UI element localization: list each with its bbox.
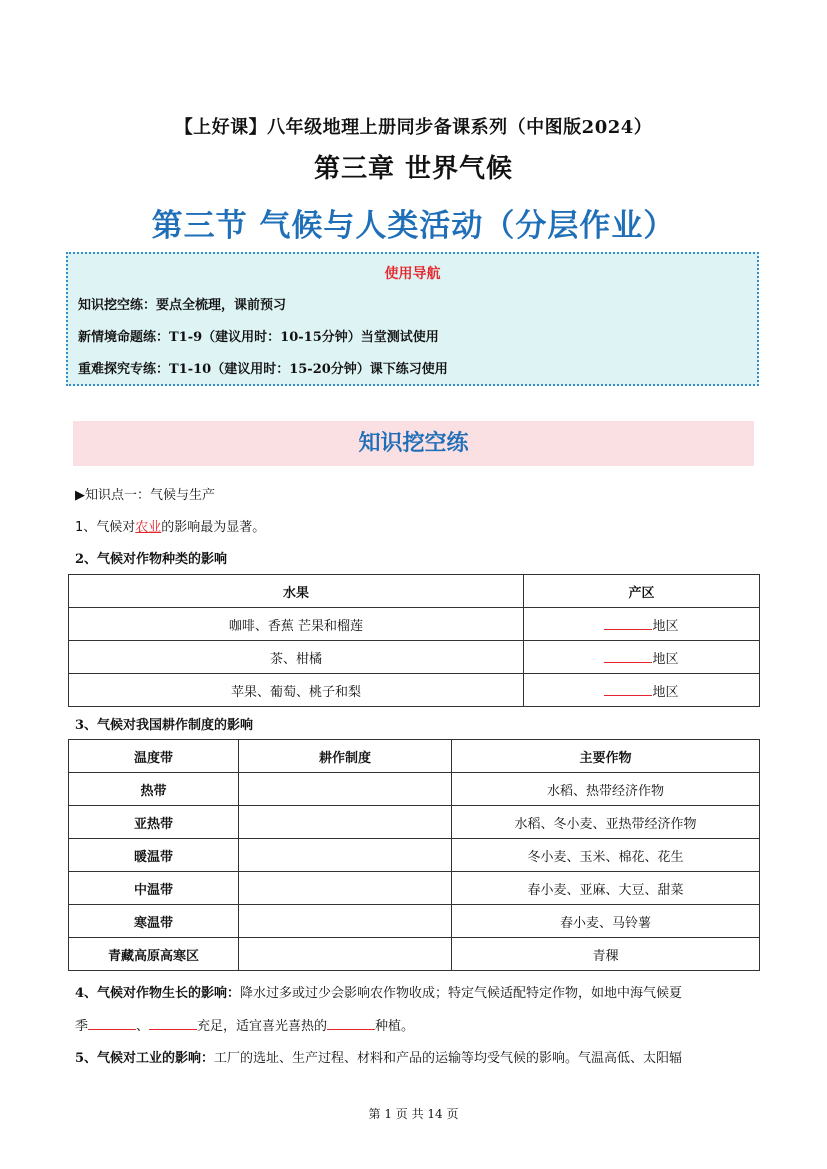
item-4-title: 4、气候对作物生长的影响： bbox=[75, 986, 241, 1001]
fruit-cell: 咖啡、香蕉 芒果和榴莲 bbox=[69, 608, 524, 641]
fill-blank[interactable] bbox=[604, 650, 652, 663]
system-cell[interactable] bbox=[239, 773, 452, 806]
item-1-post: 的影响最为显著。 bbox=[161, 520, 266, 535]
item-5 bbox=[75, 1047, 682, 1066]
system-cell[interactable] bbox=[239, 839, 452, 872]
fill-blank[interactable] bbox=[604, 617, 652, 630]
item-4-text-b: 、 bbox=[136, 1019, 150, 1034]
crops-cell: 冬小麦、玉米、棉花、花生 bbox=[452, 839, 760, 872]
item-5-title: 5、气候对工业的影响： bbox=[75, 1051, 215, 1066]
item-4-text: 降水过多或过少会影响农作物收成；特定气候适配特定作物，如地中海气候夏 bbox=[240, 986, 683, 1001]
region-cell bbox=[524, 608, 760, 641]
table-header-row bbox=[69, 740, 760, 773]
section-banner: 知识挖空练 bbox=[73, 421, 754, 466]
item-4-text-c: 充足，适宜喜光喜热的 bbox=[197, 1019, 328, 1034]
col-header-system: 耕作制度 bbox=[239, 740, 452, 773]
fill-blank[interactable] bbox=[604, 683, 652, 696]
item-4 bbox=[75, 982, 682, 1001]
crops-cell: 春小麦、马铃薯 bbox=[452, 905, 760, 938]
table-row bbox=[69, 674, 760, 707]
zone-cell: 青藏高原高寒区 bbox=[69, 938, 239, 971]
table-row bbox=[69, 839, 760, 872]
fill-blank[interactable] bbox=[327, 1017, 375, 1030]
page-footer: 第 1 页 共 14 页 bbox=[368, 1107, 459, 1121]
usage-guide-box bbox=[66, 252, 759, 386]
crop-type-table bbox=[68, 574, 760, 707]
guide-line-1: 知识挖空练：要点全梳理，课前预习 bbox=[78, 298, 287, 313]
crops-cell: 青稞 bbox=[452, 938, 760, 971]
table-row bbox=[69, 806, 760, 839]
guide-title: 使用导航 bbox=[384, 266, 441, 282]
system-cell[interactable] bbox=[239, 905, 452, 938]
section-title: 第三节 气候与人类活动（分层作业） bbox=[151, 208, 676, 244]
crops-cell: 春小麦、亚麻、大豆、甜菜 bbox=[452, 872, 760, 905]
table-row bbox=[69, 641, 760, 674]
zone-cell: 热带 bbox=[69, 773, 239, 806]
table-row bbox=[69, 608, 760, 641]
zone-cell: 暖温带 bbox=[69, 839, 239, 872]
region-suffix: 地区 bbox=[652, 684, 679, 700]
region-suffix: 地区 bbox=[652, 651, 679, 667]
system-cell[interactable] bbox=[239, 806, 452, 839]
item-4-text-d: 种植。 bbox=[375, 1019, 415, 1034]
fruit-cell: 茶、柑橘 bbox=[69, 641, 524, 674]
col-header-fruit: 水果 bbox=[69, 575, 524, 608]
table-row bbox=[69, 938, 760, 971]
fill-blank[interactable] bbox=[149, 1017, 197, 1030]
zone-cell: 中温带 bbox=[69, 872, 239, 905]
item-1 bbox=[75, 516, 265, 535]
knowledge-point-1: ▶知识点一：气候与生产 bbox=[75, 488, 215, 503]
guide-line-3: 重难探究专练：T1-10（建议用时：15-20分钟）课下练习使用 bbox=[78, 362, 448, 377]
table-row bbox=[69, 905, 760, 938]
item-3-title: 3、气候对我国耕作制度的影响 bbox=[75, 718, 254, 733]
col-header-region: 产区 bbox=[524, 575, 760, 608]
region-suffix: 地区 bbox=[652, 618, 679, 634]
fruit-cell: 苹果、葡萄、桃子和梨 bbox=[69, 674, 524, 707]
col-header-zone: 温度带 bbox=[69, 740, 239, 773]
zone-cell: 亚热带 bbox=[69, 806, 239, 839]
region-cell bbox=[524, 641, 760, 674]
crops-cell: 水稻、热带经济作物 bbox=[452, 773, 760, 806]
item-4-text-a: 季 bbox=[75, 1019, 89, 1034]
farming-system-table bbox=[68, 739, 760, 971]
series-title: 【上好课】八年级地理上册同步备课系列（中图版2024） bbox=[174, 117, 653, 138]
item-4-line-2 bbox=[75, 1015, 414, 1034]
zone-cell: 寒温带 bbox=[69, 905, 239, 938]
item-1-answer: 农业 bbox=[135, 520, 162, 535]
crops-cell: 水稻、冬小麦、亚热带经济作物 bbox=[452, 806, 760, 839]
region-cell bbox=[524, 674, 760, 707]
item-1-pre: 1、气候对 bbox=[75, 520, 136, 535]
table-row bbox=[69, 872, 760, 905]
item-2-title: 2、气候对作物种类的影响 bbox=[75, 552, 228, 567]
col-header-crops: 主要作物 bbox=[452, 740, 760, 773]
table-header-row bbox=[69, 575, 760, 608]
system-cell[interactable] bbox=[239, 938, 452, 971]
item-5-text: 工厂的选址、生产过程、材料和产品的运输等均受气候的影响。气温高低、太阳辐 bbox=[214, 1051, 683, 1066]
system-cell[interactable] bbox=[239, 872, 452, 905]
chapter-title: 第三章 世界气候 bbox=[313, 154, 514, 184]
guide-line-2: 新情境命题练：T1-9（建议用时：10-15分钟）当堂测试使用 bbox=[78, 330, 439, 345]
fill-blank[interactable] bbox=[88, 1017, 136, 1030]
table-row bbox=[69, 773, 760, 806]
